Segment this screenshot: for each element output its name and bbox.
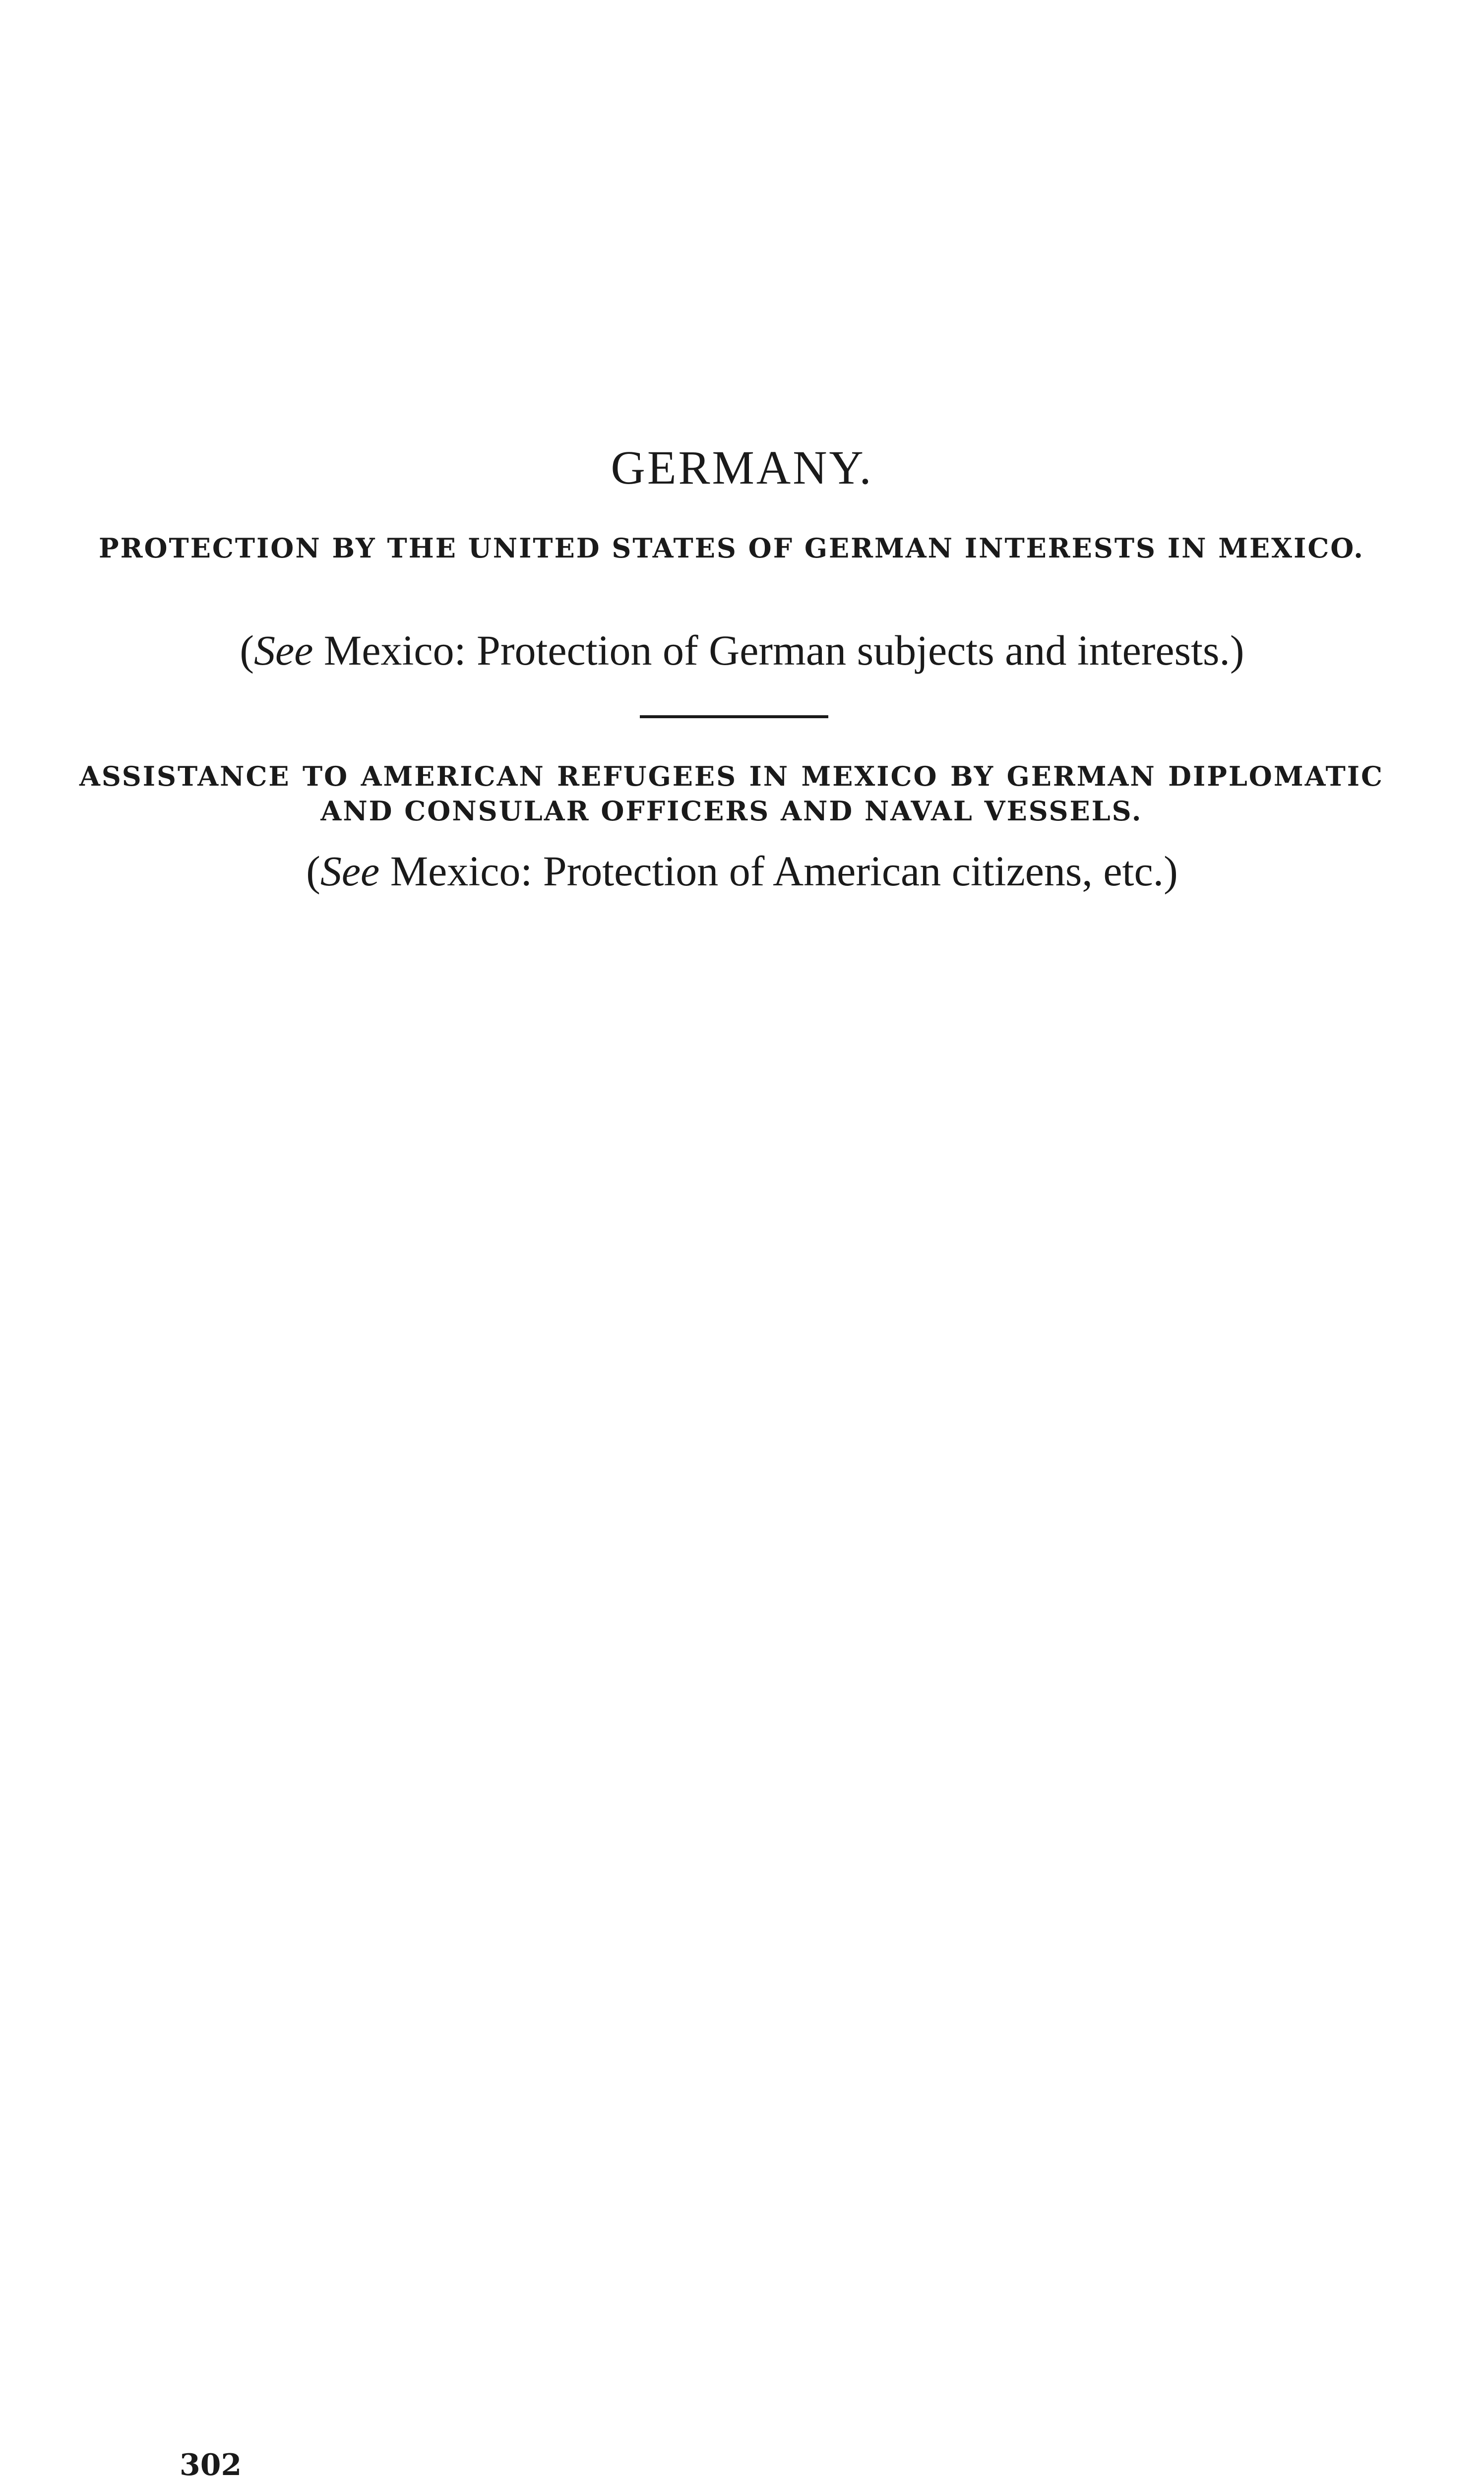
see-reference-text: Mexico: Protection of German subjects and interests.) [313,626,1244,674]
see-reference-keyword: See [320,847,380,895]
see-reference-german-interests [0,625,1484,676]
see-reference-open-paren: ( [240,626,254,674]
see-reference-text: Mexico: Protection of American citizens, etc.) [379,847,1178,895]
see-reference-american-refugees [0,846,1484,897]
section-heading-american-refugees: ASSISTANCE TO AMERICAN REFUGEES IN MEXICO BY GERMAN DIPLOMATIC AND CONSULAR OFFICERS AND NAVAL VESSELS. [79,760,1384,827]
section-heading-german-interests: PROTECTION BY THE UNITED STATES OF GERMAN INTERESTS IN MEXICO. [99,532,1364,564]
section-divider [640,715,828,718]
page-title: GERMANY. [611,441,873,494]
see-reference-keyword: See [254,626,313,674]
page-number: 302 [180,2448,242,2480]
see-reference-open-paren: ( [306,847,320,895]
